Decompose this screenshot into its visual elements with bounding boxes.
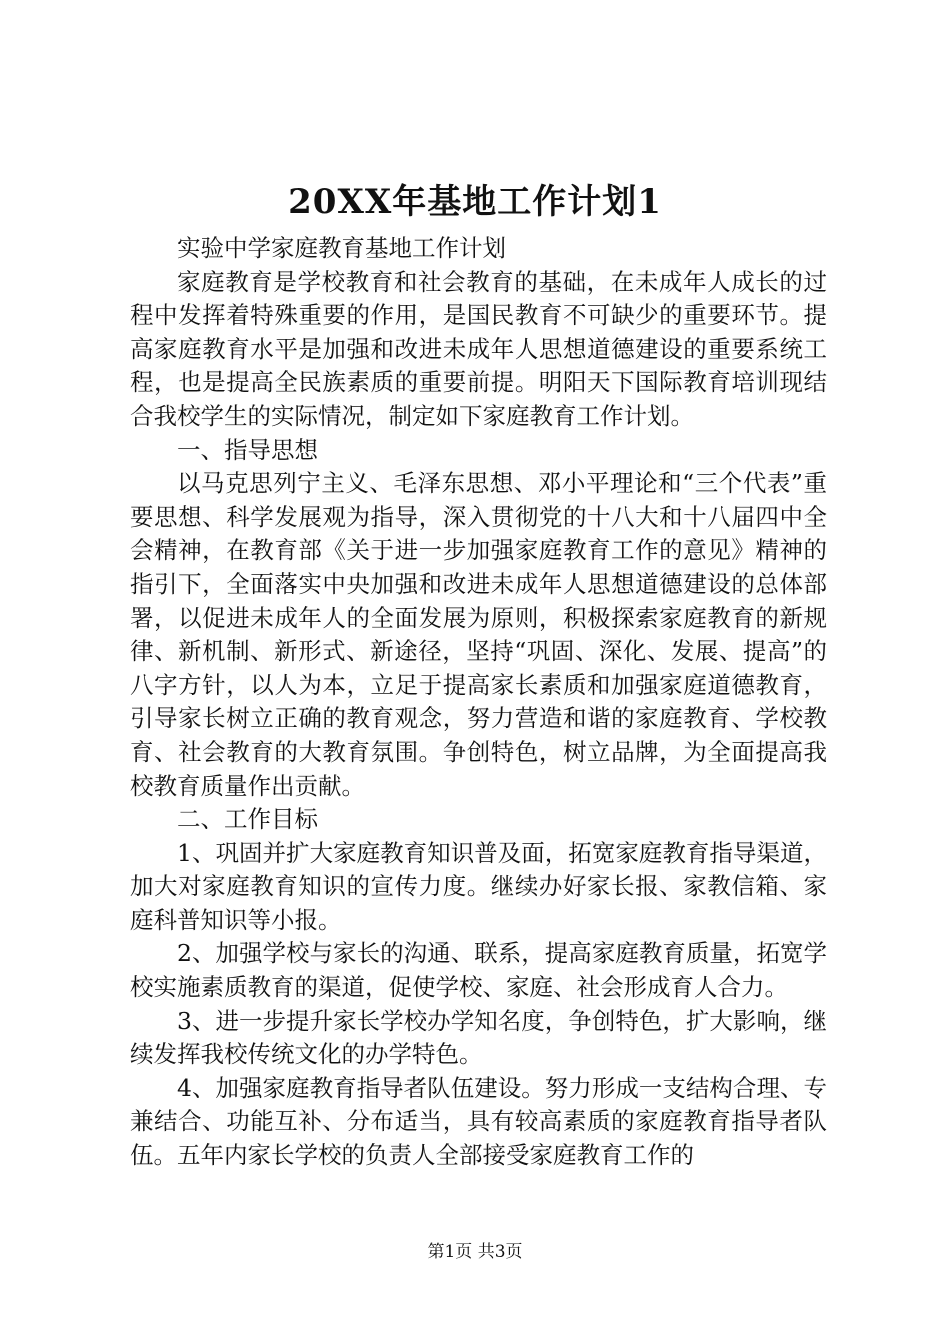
document-subtitle: 实验中学家庭教育基地工作计划: [177, 234, 506, 262]
work-goal-item-2: 2、加强学校与家长的沟通、联系，提高家庭教育质量，拓宽学校实施素质教育的渠道，促使学校、家庭、社会形成育人合力。: [130, 939, 827, 1002]
intro-paragraph: 家庭教育是学校教育和社会教育的基础，在未成年人成长的过程中发挥着特殊重要的作用，是国民教育不可缺少的重要环节。提高家庭教育水平是加强和改进未成年人思想道德建设的重要系统工程，也是提高全民族素质的重要前提。明阳天下国际教育培训现结合我校学生的实际情况，制定如下家庭教育工作计划。: [130, 267, 827, 430]
work-goal-item-1: 1、巩固并扩大家庭教育知识普及面，拓宽家庭教育指导渠道，加大对家庭教育知识的宣传力度。继续办好家长报、家教信箱、家庭科普知识等小报。: [130, 838, 827, 934]
document-title: 20XX年基地工作计划1: [288, 182, 662, 222]
work-goal-item-3: 3、进一步提升家长学校办学知名度，争创特色，扩大影响，继续发挥我校传统文化的办学特色。: [130, 1006, 827, 1069]
work-goal-item-4: 4、加强家庭教育指导者队伍建设。努力形成一支结构合理、专兼结合、功能互补、分布适当，具有较高素质的家庭教育指导者队伍。五年内家长学校的负责人全部接受家庭教育工作的: [130, 1073, 827, 1170]
guiding-ideology-paragraph: 以马克思列宁主义、毛泽东思想、邓小平理论和“三个代表”重要思想、科学发展观为指导，深入贯彻党的十八大和十八届四中全会精神，在教育部《关于进一步加强家庭教育工作的意见》精神的指引下，全面落实中央加强和改进未成年人思想道德建设的总体部署，以促进未成年人的全面发展为原则，积极探索家庭教育的新规律、新机制、新形式、新途径，坚持“巩固、深化、发展、提高”的八字方针，以人为本，立足于提高家长素质和加强家庭道德教育，引导家长树立正确的教育观念，努力营造和谐的家庭教育、学校教育、社会教育的大教育氛围。争创特色，树立品牌，为全面提高我校教育质量作出贡献。: [130, 469, 827, 800]
section-heading-guiding-ideology: 一、指导思想: [177, 435, 318, 464]
document-body: [130, 232, 827, 1173]
section-heading-work-goals: 二、工作目标: [177, 805, 318, 834]
page-number-footer: 第1页 共3页: [427, 1242, 523, 1262]
